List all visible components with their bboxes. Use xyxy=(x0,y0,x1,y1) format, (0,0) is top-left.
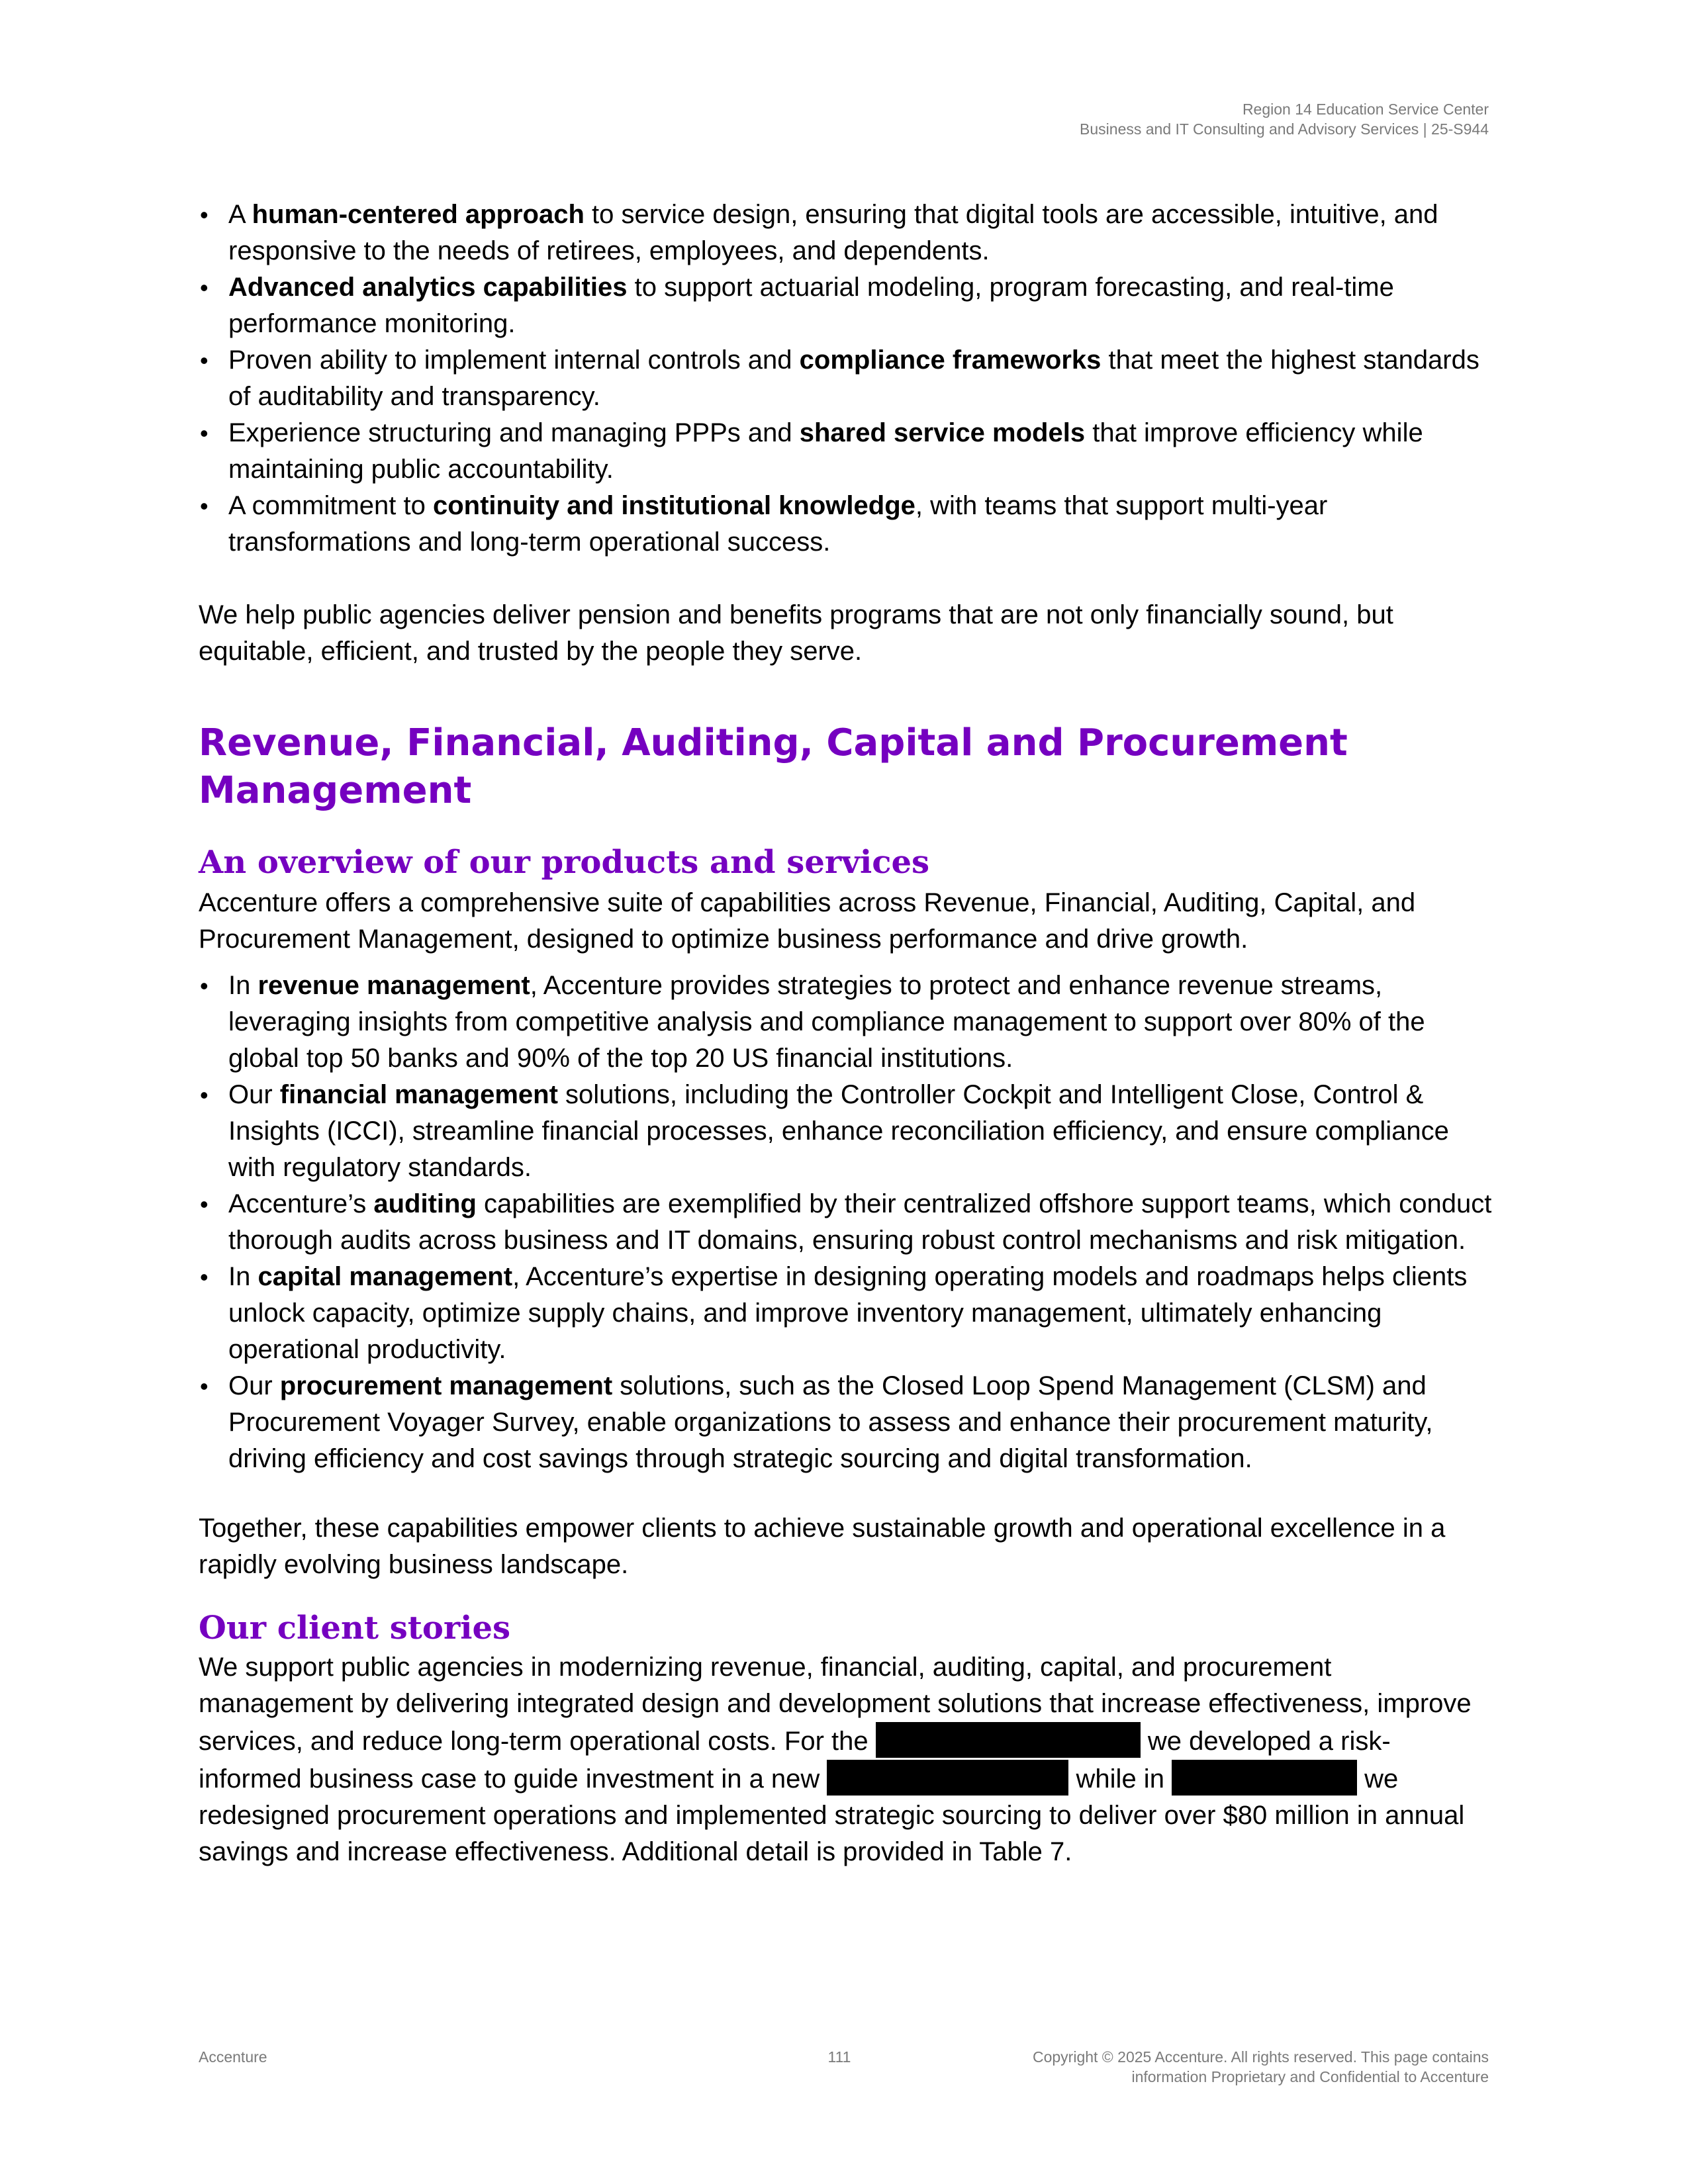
client-stories-paragraph: We support public agencies in modernizing revenue, financial, auditing, capital, and procurement management by delivering integrated design and development solutions that increase effectiveness, improve services, and reduce long-term operational costs. For the we developed a risk-informed business case to guide investment in a new while in we redesigned procurement operations and implemented strategic sourcing to deliver over $80 million in annual savings and increase effectiveness. Additional detail is provided in Table 7. xyxy=(199,1653,1472,1866)
header-project: Business and IT Consulting and Advisory Services | 25-S944 xyxy=(1080,120,1489,138)
section-title: Revenue, Financial, Auditing, Capital and Procurement Management xyxy=(199,721,1348,812)
list-item: • In capital management, Accenture’s expertise in designing operating models and roadmaps helps clients unlock capacity, optimize supply chains, and improve inventory management, ultimately enhancing operational productivity. xyxy=(199,1259,1493,1368)
capability-list xyxy=(199,197,1493,561)
list-item: • Our procurement management solutions, such as the Closed Loop Spend Management (CLSM) and Procurement Voyager Survey, enable organizations to assess and enhance their procurement maturity, driving efficiency and cost savings through strategic sourcing and digital transformation. xyxy=(199,1368,1493,1477)
list-item: • A human-centered approach to service design, ensuring that digital tools are accessible, intuitive, and responsive to the needs of retirees, employees, and dependents. xyxy=(199,197,1493,269)
list-item: • Proven ability to implement internal controls and compliance frameworks that meet the highest standards of auditability and transparency. xyxy=(199,342,1493,415)
client-stories-heading: Our client stories xyxy=(199,1610,511,1647)
list-item: • Experience structuring and managing PPPs and shared service models that improve efficiency while maintaining public accountability. xyxy=(199,415,1493,488)
list-item: • A commitment to continuity and institutional knowledge, with teams that support multi-year transformations and long-term operational success. xyxy=(199,488,1493,561)
overview-list xyxy=(199,968,1493,1477)
bullet-icon: • xyxy=(200,420,209,447)
header-organization: Region 14 Education Service Center xyxy=(1242,101,1489,118)
together-paragraph: Together, these capabilities empower clients to achieve sustainable growth and operational excellence in a rapidly evolving business landscape. xyxy=(199,1514,1446,1579)
pension-paragraph: We help public agencies deliver pension and benefits programs that are not only financially sound, but equitable, efficient, and trusted by the people they serve. xyxy=(199,600,1393,666)
list-item: • In revenue management, Accenture provides strategies to protect and enhance revenue streams, leveraging insights from competitive analysis and compliance management to support over 80% of the global top 50 banks and 90% of the top 20 US financial institutions. xyxy=(199,968,1493,1077)
list-item: • Our financial management solutions, including the Controller Cockpit and Intelligent Close, Control & Insights (ICCI), streamline financial processes, enhance reconciliation efficiency, and ensure compliance with regulatory standards. xyxy=(199,1077,1493,1186)
page-header xyxy=(1080,99,1489,139)
bullet-icon: • xyxy=(200,1263,209,1291)
bullet-icon: • xyxy=(200,972,209,999)
footer-company: Accenture xyxy=(199,2048,267,2066)
redaction-block xyxy=(827,1760,1068,1796)
bullet-icon: • xyxy=(200,492,209,520)
bullet-icon: • xyxy=(200,274,209,301)
redaction-block xyxy=(1172,1760,1357,1796)
overview-intro: Accenture offers a comprehensive suite of capabilities across Revenue, Financial, Auditing, Capital, and Procurement Management, designed to optimize business performance and drive growth. xyxy=(199,888,1416,954)
footer-copyright: Copyright © 2025 Accenture. All rights reserved. This page contains information Proprietary and Confidential to Accenture xyxy=(1032,2048,1489,2085)
bullet-icon: • xyxy=(200,1191,209,1218)
page-number: 111 xyxy=(827,2048,851,2066)
list-item: • Advanced analytics capabilities to support actuarial modeling, program forecasting, and real-time performance monitoring. xyxy=(199,269,1493,342)
redaction-block xyxy=(876,1722,1141,1758)
overview-heading: An overview of our products and services xyxy=(199,844,930,881)
bullet-icon: • xyxy=(200,347,209,374)
list-item: • Accenture’s auditing capabilities are exemplified by their centralized offshore support teams, which conduct thorough audits across business and IT domains, ensuring robust control mechanisms and risk mitigation. xyxy=(199,1186,1493,1259)
bullet-icon: • xyxy=(200,1373,209,1400)
bullet-icon: • xyxy=(200,1081,209,1109)
page-content xyxy=(199,197,1493,1870)
bullet-icon: • xyxy=(200,201,209,228)
